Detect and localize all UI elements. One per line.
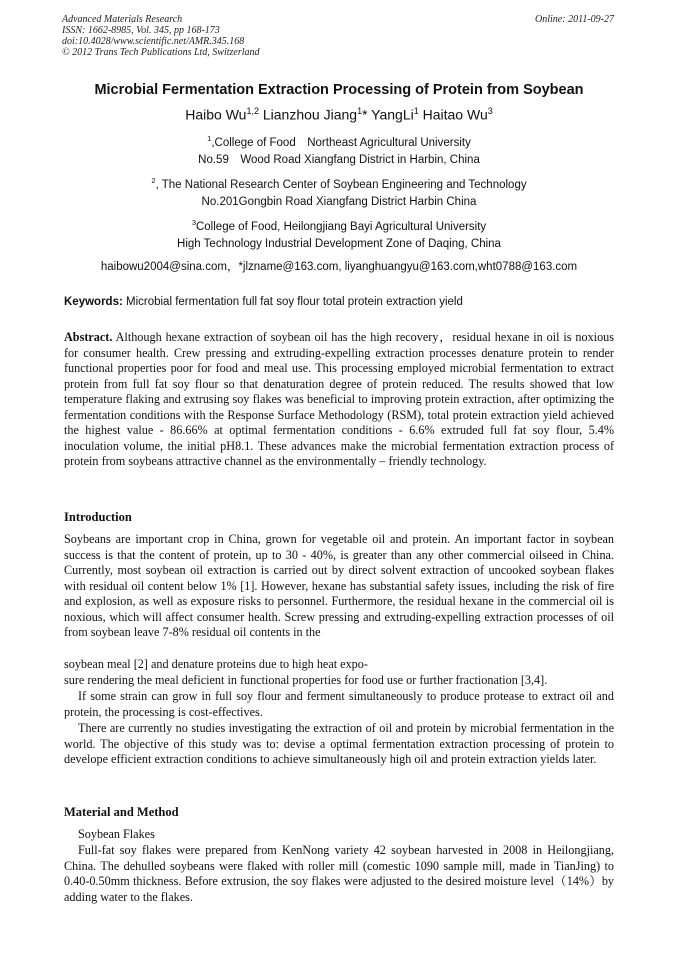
doi: doi:10.4028/www.scientific.net/AMR.345.168 [62,36,245,47]
affiliation-text: ,College of Food Northeast Agricultural University [211,136,471,149]
section-heading-introduction: Introduction [64,510,132,524]
intro-line: soybean meal [2] and denature proteins due to high heat expo- [64,657,368,671]
affiliation-sup: 1 [207,134,212,143]
affiliation-text: College of Food, Heilongjiang Bayi Agricultural University [195,220,487,233]
abstract-text: Although hexane extraction of soybean oil has the high recovery，residual hexane in oil is noxious for consumer health. Crew pressing and extruding-expelling extraction processes denature protein to render functional properties poor for food and meal use. This processing employed microbial fermentation to extract protein from full fat soy flour so that denaturation degree of protein reduced. The results showed that low temperature flaking and extrusing soy flakes was beneficial to improving protein extraction, after optimizing the fermentation conditions with the Response Surface Methodology (RSM), total protein extraction yield achieved the highest value - 86.66% at optimal fermentation conditions - 6.6% extruded full fat soy flour, 5.4% inoculation volume, the initial pH8.1. These advances make the microbial fermentation extraction process of protein from soybeans attractive channel as the environmentally – friendly technology. [64,330,614,468]
author-emails: haibowu2004@sina.com，*jlzname@163.com, liyanghuangyu@163.com,wht0788@163.com [100,261,578,273]
copyright: © 2012 Trans Tech Publications Ltd, Switzerland [62,47,260,58]
affiliation-sup: 3 [191,218,196,227]
affiliation-line [0,132,678,150]
author-name: Lianzhou Jiang [258,106,358,123]
methods-paragraph: Full-fat soy flakes were prepared from KenNong variety 42 soybean harvested in 2008 in Heilongjiang, China. The dehulled soybeans were flaked with roller mill (comestic 1090 sample mill, made in TianJing) to 0.40-0.50mm thickness. Before extrusion, the soy flakes were adjusted to the desired moisture level（14%）by adding water to the flakes. [64,843,614,904]
author-sup: 3 [487,106,493,116]
affiliation-line: No.201Gongbin Road Xiangfang District Harbin China [201,196,477,208]
online-date: Online: 2011-09-27 [535,14,614,25]
section-heading-methods: Material and Method [64,805,179,819]
issn: ISSN: 1662-8985, Vol. 345, pp 168-173 [62,25,220,36]
affiliation-line: High Technology Industrial Development Zone of Daqing, China [177,238,501,250]
author-name: Haitao Wu [418,106,488,123]
author-name: * YangLi [362,106,414,123]
journal-header [62,14,260,58]
keywords-text: Microbial fermentation full fat soy flour total protein extraction yield [122,296,463,308]
author-sup: 1,2 [246,106,259,116]
affiliation-sup: 2 [151,176,156,185]
affiliation-text: , The National Research Center of Soybean Engineering and Technology [155,178,527,191]
intro-line: sure rendering the meal deficient in functional properties for food use or further fractionation [3,4]. [64,673,548,687]
author-list [0,106,678,123]
subsection-heading: Soybean Flakes [78,827,155,841]
intro-paragraph: Soybeans are important crop in China, grown for vegetable oil and protein. An important factor in soybean success is that the content of protein, up to 30 - 40%, is greater than any other commercial oilseed in China. Currently, most soybean oil extraction is carried out by direct solvent extraction of uncooked soybean flakes with residual oil content below 1% [1]. However, hexane has substantial safety issues, including the risk of fire and explosion, as well as exposure risks to personnel. Furthermore, the residual hexane in the commercial oil is noxious, which will affect consumer health. Screw pressing and extruding-expelling extraction processes of oil from soybean leave 7-8% residual oil contents in the [64,532,614,639]
author-sup: 1 [413,106,419,116]
abstract [64,330,614,470]
author-sup: 1 [357,106,363,116]
abstract-label: Abstract. [64,330,113,344]
keywords-label: Keywords: [64,296,123,308]
affiliation-line [0,174,678,192]
affiliation-line [0,216,678,234]
affiliation-line: No.59 Wood Road Xiangfang District in Harbin, China [198,154,480,166]
intro-paragraph: There are currently no studies investigating the extraction of oil and protein by microbial fermentation in the world. The objective of this study was to: devise a optimal fermentation extraction processing of protein to develope efficient extraction conditions to achieve simultaneously high oil and protein extraction yields later. [64,721,614,766]
keywords [64,296,463,308]
intro-paragraph: If some strain can grow in full soy flour and ferment simultaneously to produce protease to extract oil and protein, the processing is cost-effectives. [64,689,614,719]
author-name: Haibo Wu [185,106,247,123]
journal-name: Advanced Materials Research [62,14,183,25]
paper-title: Microbial Fermentation Extraction Processing of Protein from Soybean [94,82,584,98]
